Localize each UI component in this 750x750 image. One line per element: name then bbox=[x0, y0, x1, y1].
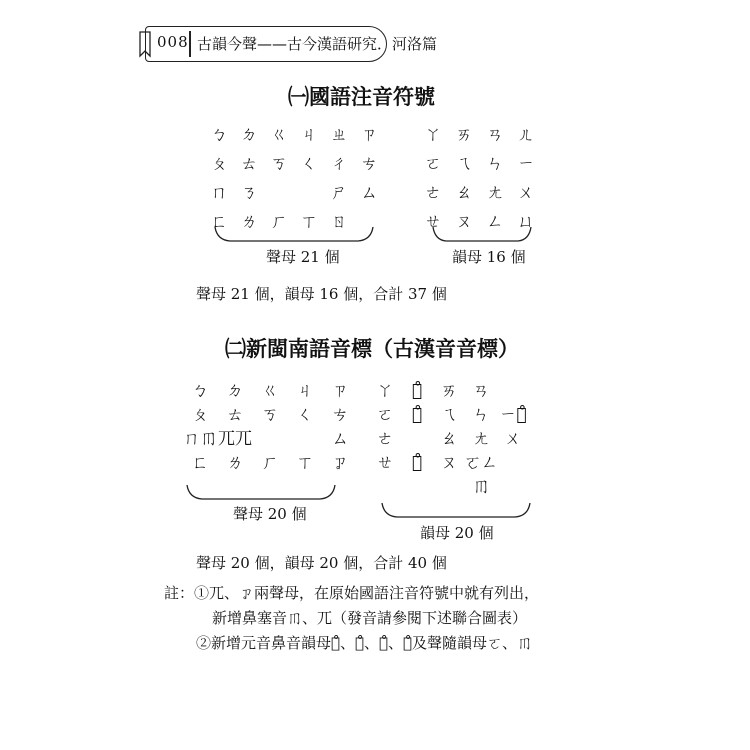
section1-final-symbol: ㄧ bbox=[517, 154, 535, 174]
section1-final-symbol: ㄤ bbox=[486, 183, 504, 203]
section1-initial-symbol: ㄏ bbox=[270, 212, 288, 232]
section2-finals-brace bbox=[381, 502, 531, 522]
section2-initial-symbol: ㄊ bbox=[226, 405, 244, 425]
section2-initial-symbol: ㄫㄫ bbox=[218, 429, 252, 449]
section2-initial-symbol: ㄉ bbox=[226, 381, 244, 401]
section1-final-symbol: ㄦ bbox=[517, 125, 535, 145]
section2-final-symbol: ㄧㄧ̊ bbox=[499, 405, 527, 425]
section1-initial-symbol: ㄈ bbox=[210, 212, 228, 232]
header-divider bbox=[189, 31, 191, 57]
section2-final-symbol: ㄞ bbox=[440, 381, 458, 401]
section2-initial-symbol: ㄇㆬ bbox=[183, 429, 217, 449]
section2-final-symbol: ㄢ bbox=[472, 381, 490, 401]
section2-initial-symbol: ㄘ bbox=[331, 405, 349, 425]
section1-initial-symbol: ㄅ bbox=[210, 125, 228, 145]
section1-final-symbol: ㄣ bbox=[486, 154, 504, 174]
section1-initial-symbol: ㄋ bbox=[240, 183, 258, 203]
section1-initial-symbol: ㄖ bbox=[330, 212, 348, 232]
section1-initial-symbol: ㄗ bbox=[360, 125, 378, 145]
section2-final-symbol: ㄠ bbox=[440, 429, 458, 449]
header-bookmark-icon bbox=[138, 30, 152, 58]
section1-initial-symbol: ㄑ bbox=[300, 154, 318, 174]
running-header-title: 古韻今聲——古今漢語研究．河洛篇 bbox=[197, 35, 438, 53]
section2-final-symbol: ㄜ bbox=[376, 429, 394, 449]
section1-initial-symbol: ㄎ bbox=[270, 154, 288, 174]
section2-initial-symbol: ㄗ bbox=[331, 381, 349, 401]
section2-final-symbol: ㄟ bbox=[440, 405, 458, 425]
section1-initial-symbol: ㄍ bbox=[270, 125, 288, 145]
section2-initial-symbol: ㆡ bbox=[331, 453, 349, 473]
section1-heading: ㈠國語注音符號 bbox=[288, 84, 435, 109]
section1-initial-symbol: ㄘ bbox=[360, 154, 378, 174]
section2-initials-caption: 聲母 20 個 bbox=[233, 505, 307, 523]
section2-initial-symbol: ㄏ bbox=[261, 453, 279, 473]
section1-final-symbol: ㄢ bbox=[486, 125, 504, 145]
section1-finals-caption: 韻母 16 個 bbox=[452, 248, 526, 266]
section1-final-symbol: ㄨ bbox=[517, 183, 535, 203]
section1-initial-symbol: ㄊ bbox=[240, 154, 258, 174]
section2-initial-symbol: ㄑ bbox=[296, 405, 314, 425]
section1-final-symbol: ㄚ bbox=[424, 125, 442, 145]
section1-initial-symbol: ㄕ bbox=[330, 183, 348, 203]
section1-final-symbol: ㄞ bbox=[455, 125, 473, 145]
section1-initials-caption: 聲母 21 個 bbox=[266, 248, 340, 266]
section2-initial-symbol: ㄅ bbox=[191, 381, 209, 401]
section1-initial-symbol: ㄒ bbox=[300, 212, 318, 232]
section2-final-symbol: ㄤ bbox=[472, 429, 490, 449]
section1-finals-brace bbox=[432, 226, 532, 246]
section1-final-symbol: ㄟ bbox=[455, 154, 473, 174]
section1-initial-symbol: ㄆ bbox=[210, 154, 228, 174]
note-line-3: ②新增元音鼻音韻母ㄚ̊、ㄛ̊、ㄝ̊、ㄧ̊及聲隨韻母ㆦ、ㆬ bbox=[196, 634, 533, 652]
section2-initial-symbol: ㄆ bbox=[191, 405, 209, 425]
section1-initial-symbol: ㄙ bbox=[360, 183, 378, 203]
section2-initial-symbol: ㄈ bbox=[191, 453, 209, 473]
section2-heading: ㈡新閩南語音標（古漢音音標） bbox=[225, 336, 519, 361]
section2-final-symbol: ㄡ bbox=[440, 453, 458, 473]
page-number: 008 bbox=[157, 33, 189, 51]
section1-initial-symbol: ㄔ bbox=[330, 154, 348, 174]
section1-initials-brace bbox=[214, 226, 374, 246]
section2-initial-symbol: ㄒ bbox=[296, 453, 314, 473]
section2-initial-symbol: ㄎ bbox=[261, 405, 279, 425]
section2-final-symbol: ㄨ bbox=[504, 429, 522, 449]
section2-final-symbol: ㄝ bbox=[376, 453, 394, 473]
section2-total: 聲母 20 個，韻母 20 個，合計 40 個 bbox=[196, 554, 447, 572]
section2-final-symbol: ㄛ bbox=[376, 405, 394, 425]
note-line-2: 新增鼻塞音ㆬ、ㄫ（發音請參閱下述聯合圖表） bbox=[212, 609, 528, 627]
section1-initial-symbol: ㄌ bbox=[240, 212, 258, 232]
section2-final-symbol: ㆬ bbox=[472, 477, 490, 497]
section2-final-symbol: ㄚ bbox=[376, 381, 394, 401]
section1-final-symbol: ㄡ bbox=[455, 212, 473, 232]
section2-final-symbol: ㆦㄥ bbox=[464, 453, 498, 473]
section1-final-symbol: ㄛ bbox=[424, 154, 442, 174]
section2-initial-symbol: ㄌ bbox=[226, 453, 244, 473]
section2-initials-brace bbox=[186, 484, 336, 504]
section1-initial-symbol: ㄉ bbox=[240, 125, 258, 145]
section2-final-symbol: ㄛ̊ bbox=[411, 405, 423, 425]
section2-final-symbol: ㄚ̊ bbox=[411, 381, 423, 401]
section1-final-symbol: ㄠ bbox=[455, 183, 473, 203]
section2-initial-symbol: ㄐ bbox=[296, 381, 314, 401]
section1-final-symbol: ㄥ bbox=[486, 212, 504, 232]
section1-initial-symbol: ㄓ bbox=[330, 125, 348, 145]
section1-final-symbol: ㄝ bbox=[424, 212, 442, 232]
section1-initial-symbol: ㄐ bbox=[300, 125, 318, 145]
section2-final-symbol: ㄝ̊ bbox=[411, 453, 423, 473]
section2-finals-caption: 韻母 20 個 bbox=[420, 524, 494, 542]
section2-final-symbol: ㄣ bbox=[472, 405, 490, 425]
section2-initial-symbol: ㄙ bbox=[331, 429, 349, 449]
section2-initial-symbol: ㄍ bbox=[261, 381, 279, 401]
note-line-1: 註：①ㄫ、ㆡ兩聲母，在原始國語注音符號中就有列出， bbox=[164, 584, 540, 602]
section1-final-symbol: ㄜ bbox=[424, 183, 442, 203]
section1-total: 聲母 21 個，韻母 16 個，合計 37 個 bbox=[196, 285, 447, 303]
section1-initial-symbol: ㄇ bbox=[210, 183, 228, 203]
section1-final-symbol: ㄩ bbox=[517, 212, 535, 232]
